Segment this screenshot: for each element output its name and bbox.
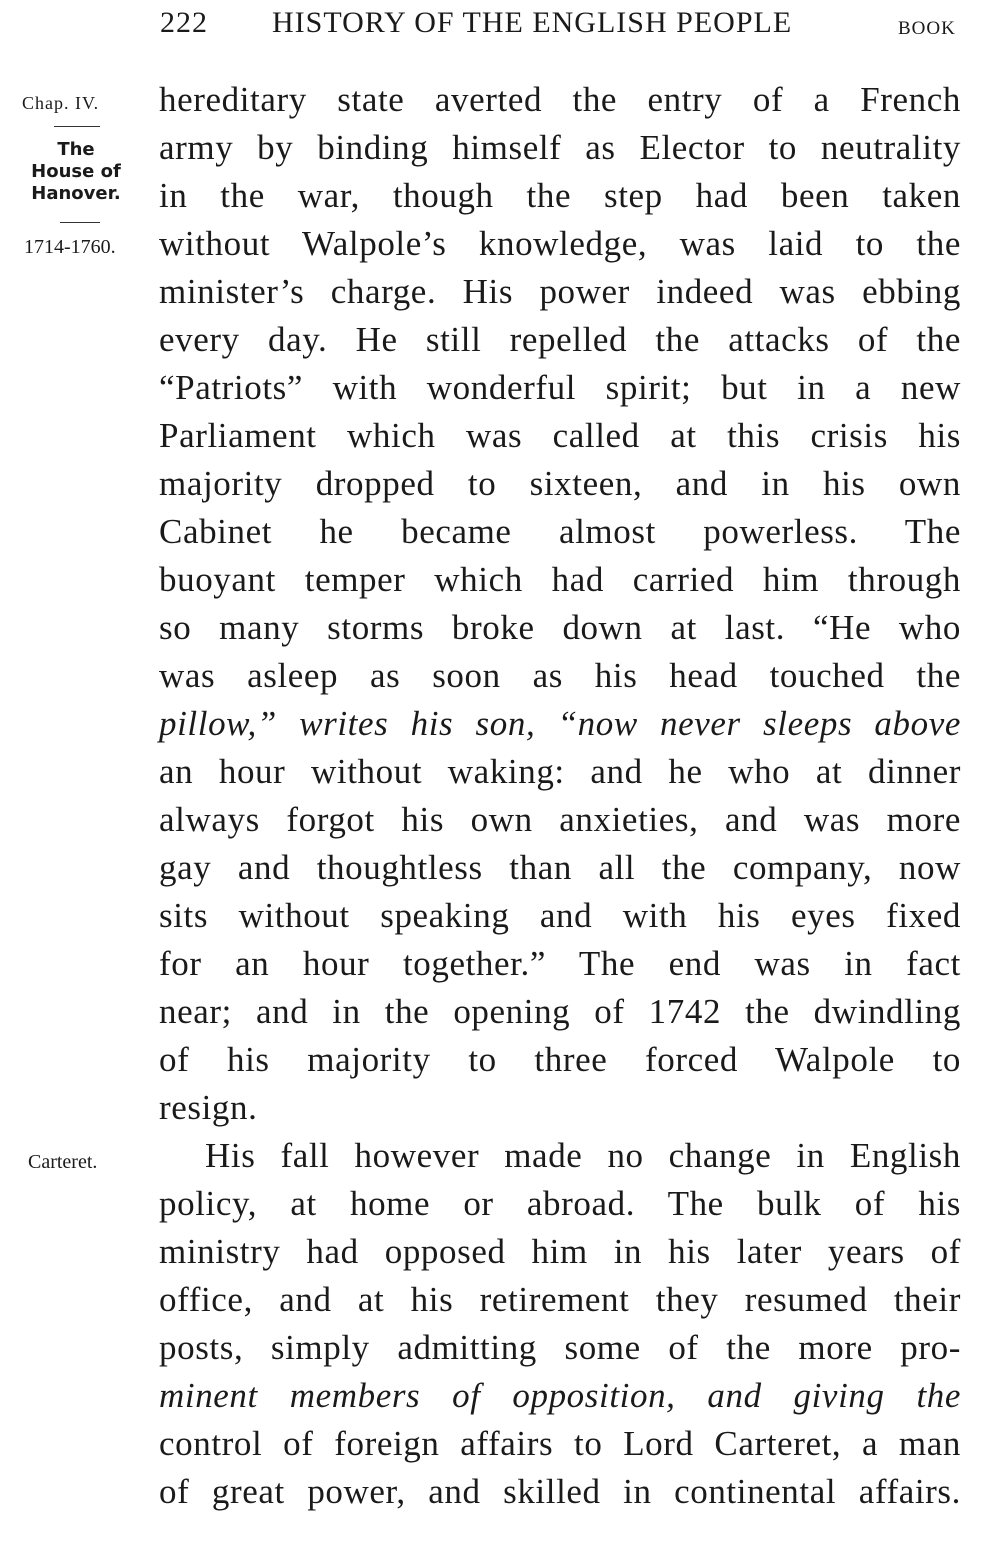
text-line: hereditary state averted the entry of a French (159, 80, 961, 119)
text-line: pillow,” writes his son, “now never sleeps above (159, 704, 961, 743)
running-title: HISTORY OF THE ENGLISH PEOPLE (272, 6, 793, 39)
text-line: of great power, and skilled in continental affairs. (159, 1472, 961, 1511)
dates-sidenote: 1714-1760. (24, 236, 116, 258)
text-line: posts, simply admitting some of the more pro- (159, 1328, 961, 1367)
section-sidenote-line: Hanover. (31, 183, 121, 204)
carteret-sidenote: Carteret. (28, 1151, 98, 1173)
sidenote-rule (54, 126, 100, 127)
text-line: Parliament which was called at this crisis his (159, 416, 961, 455)
text-line: sits without speaking and with his eyes fixed (159, 896, 961, 935)
text-line: office, and at his retirement they resumed their (159, 1280, 961, 1319)
book-label: BOOK (898, 18, 956, 39)
text-line: “Patriots” with wonderful spirit; but in a new (159, 368, 961, 407)
text-line: majority dropped to sixteen, and in his own (159, 464, 961, 503)
text-line: always forgot his own anxieties, and was more (159, 800, 961, 839)
text-line: every day. He still repelled the attacks of the (159, 320, 961, 359)
running-head (0, 6, 1000, 46)
text-line: in the war, though the step had been taken (159, 176, 961, 215)
text-line: minent members of opposition, and giving the (159, 1376, 961, 1415)
text-line: so many storms broke down at last. “He who (159, 608, 961, 647)
text-line: Cabinet he became almost powerless. The (159, 512, 961, 551)
text-line: gay and thoughtless than all the company, now (159, 848, 961, 887)
text-line: was asleep as soon as his head touched the (159, 656, 961, 695)
paragraph (159, 1132, 961, 1516)
section-sidenote-line: The (57, 139, 95, 160)
chapter-sidenote: Chap. IV. (22, 93, 100, 113)
text-line: for an hour together.” The end was in fact (159, 944, 961, 983)
text-line: resign. (159, 1088, 258, 1127)
text-line: without Walpole’s knowledge, was laid to the (159, 224, 961, 263)
text-line: ministry had opposed him in his later years of (159, 1232, 961, 1271)
text-line: an hour without waking: and he who at dinner (159, 752, 961, 791)
text-line: control of foreign affairs to Lord Carteret, a man (159, 1424, 961, 1463)
section-sidenote-line: House of (31, 161, 121, 182)
page-number: 222 (160, 6, 208, 39)
paragraph (159, 76, 961, 1132)
text-line: policy, at home or abroad. The bulk of his (159, 1184, 961, 1223)
text-line: minister’s charge. His power indeed was ebbing (159, 272, 961, 311)
text-line: of his majority to three forced Walpole to (159, 1040, 961, 1079)
sidenote-rule (60, 222, 100, 223)
text-line: near; and in the opening of 1742 the dwindling (159, 992, 961, 1031)
text-line: army by binding himself as Elector to neutrality (159, 128, 961, 167)
body-text (159, 76, 961, 1516)
text-line: buoyant temper which had carried him through (159, 560, 961, 599)
section-sidenote (20, 139, 132, 205)
text-line: His fall however made no change in English (205, 1136, 961, 1175)
